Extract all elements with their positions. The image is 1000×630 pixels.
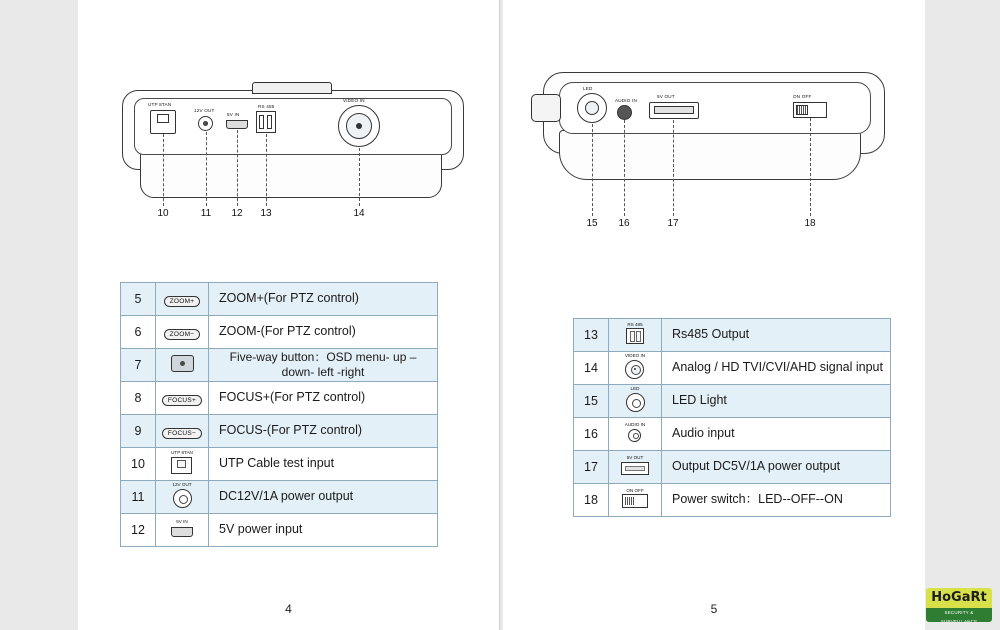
table-row — [121, 382, 438, 415]
port-rs485-screw-a — [259, 115, 264, 129]
dc-jack-shape — [173, 489, 192, 508]
label-on-off: ON OFF — [793, 94, 812, 99]
dc12v-out-port-icon — [156, 481, 209, 514]
icon-wrap — [622, 489, 648, 512]
usb-5v-out-port-icon — [609, 451, 662, 484]
audio-in-jack-icon — [609, 418, 662, 451]
label-video-in: VIDEO IN — [343, 98, 365, 103]
label-utp-8tan: UTP 8TAN — [148, 102, 172, 107]
leader-17 — [673, 120, 674, 216]
five-way-navigation-pad-icon — [156, 349, 209, 382]
leader-10 — [163, 134, 164, 206]
row-description: ZOOM-(For PTZ control) — [209, 316, 438, 349]
callout-17: 17 — [667, 218, 679, 229]
row-number: 13 — [574, 319, 609, 352]
row-number: 11 — [121, 481, 156, 514]
callout-18: 18 — [804, 218, 816, 229]
zoom-minus-button-icon — [156, 316, 209, 349]
utp-shape — [171, 457, 192, 474]
callout-13: 13 — [260, 208, 272, 219]
port-led-inner — [585, 101, 599, 115]
icon-caption: FOCUS− — [162, 428, 202, 439]
icon-wrap — [625, 354, 645, 382]
label-5v-out: 5V OUT — [657, 94, 675, 99]
icon-caption: 12V OUT — [172, 482, 192, 488]
icon-wrap — [626, 323, 644, 348]
row-description: Five-way button：OSD menu- up – down- left -right — [209, 349, 438, 382]
table-row — [121, 415, 438, 448]
brand-logo — [926, 588, 992, 622]
table-controls-5-12 — [120, 282, 438, 547]
page-number-left: 4 — [285, 602, 292, 616]
device-side-block — [531, 94, 561, 122]
micro-usb-shape — [171, 527, 193, 537]
device-shell-base — [559, 130, 861, 180]
table-row — [574, 352, 891, 385]
label-audio-in: AUDIO IN — [615, 98, 638, 103]
device-panel-face — [134, 98, 452, 155]
row-number: 18 — [574, 484, 609, 517]
icon-caption: 5V OUT — [626, 455, 644, 461]
logo-tagline: SECURITY & SURVEILLANCE — [926, 608, 992, 622]
leader-11 — [206, 132, 207, 206]
row-description: DC12V/1A power output — [209, 481, 438, 514]
icon-caption: ZOOM− — [164, 329, 201, 340]
icon-wrap — [171, 520, 193, 540]
icon-wrap — [171, 451, 193, 477]
callout-10: 10 — [157, 208, 169, 219]
logo-brand-text: HoGaRt — [931, 590, 987, 605]
page-right — [503, 0, 925, 630]
table-row — [574, 319, 891, 352]
table-row — [121, 349, 438, 382]
power-switch-lever — [796, 105, 808, 115]
port-rs485-screw-b — [267, 115, 272, 129]
row-number: 14 — [574, 352, 609, 385]
row-description: Output DC5V/1A power output — [662, 451, 891, 484]
table-row — [121, 481, 438, 514]
led-light-icon — [609, 385, 662, 418]
label-5v-in: 5V IN — [227, 112, 240, 117]
micro-usb-5v-in-port-icon — [156, 514, 209, 547]
table-ports-13-18 — [573, 318, 891, 517]
icon-caption: UTP 8TAN — [171, 450, 193, 456]
row-description: LED Light — [662, 385, 891, 418]
callout-14: 14 — [353, 208, 365, 219]
leader-18 — [810, 118, 811, 216]
icon-caption: 5V IN — [176, 519, 188, 525]
icon-caption: ZOOM+ — [164, 296, 201, 307]
callout-12: 12 — [231, 208, 243, 219]
icon-caption: RS 485 — [627, 321, 643, 327]
row-description: Analog / HD TVI/CVI/AHD signal input — [662, 352, 891, 385]
row-description: Rs485 Output — [662, 319, 891, 352]
utp-cable-port-icon — [156, 448, 209, 481]
leader-14 — [359, 148, 360, 206]
table-row — [574, 451, 891, 484]
row-number: 15 — [574, 385, 609, 418]
device-top-tab — [252, 82, 332, 94]
callout-11: 11 — [200, 208, 212, 219]
audio-jack-shape — [628, 429, 641, 442]
callout-15: 15 — [586, 218, 598, 229]
row-number: 5 — [121, 283, 156, 316]
row-number: 16 — [574, 418, 609, 451]
row-number: 7 — [121, 349, 156, 382]
row-description: UTP Cable test input — [209, 448, 438, 481]
table-row — [121, 448, 438, 481]
table-row — [121, 514, 438, 547]
port-utp-keyway — [157, 114, 169, 123]
row-number: 9 — [121, 415, 156, 448]
zoom-plus-button-icon — [156, 283, 209, 316]
port-audio-in — [617, 105, 632, 120]
callout-16: 16 — [618, 218, 630, 229]
row-description: 5V power input — [209, 514, 438, 547]
leader-15 — [592, 124, 593, 216]
port-usb-insert — [654, 106, 694, 114]
led-shape — [626, 393, 645, 412]
icon-caption: FOCUS+ — [162, 395, 202, 406]
usb-shape — [621, 462, 649, 475]
row-number: 12 — [121, 514, 156, 547]
nav-pad-shape — [171, 355, 194, 372]
leader-13 — [266, 134, 267, 206]
power-switch-icon — [609, 484, 662, 517]
row-number: 6 — [121, 316, 156, 349]
icon-caption: AUDIO IN — [624, 422, 646, 428]
rs485-shape — [626, 328, 644, 344]
leader-16 — [624, 120, 625, 216]
icon-wrap — [625, 423, 645, 445]
table-row — [121, 316, 438, 349]
figure-top-panel-ports — [523, 52, 903, 252]
bnc-video-in-port-icon — [609, 352, 662, 385]
port-bnc-center-pin — [356, 123, 362, 129]
row-number: 10 — [121, 448, 156, 481]
row-number: 17 — [574, 451, 609, 484]
icon-caption: LED — [630, 386, 640, 392]
row-description: Audio input — [662, 418, 891, 451]
figure-bottom-panel-ports — [100, 60, 480, 240]
label-12v-out: 12V OUT — [194, 108, 215, 113]
table-row — [574, 385, 891, 418]
page-left — [78, 0, 500, 630]
row-description: Power switch：LED--OFF--ON — [662, 484, 891, 517]
switch-shape — [622, 494, 648, 508]
row-description: FOCUS+(For PTZ control) — [209, 382, 438, 415]
port-dc12v-out-pin — [203, 121, 208, 126]
page-number-right: 5 — [710, 602, 718, 616]
rs485-terminal-icon — [609, 319, 662, 352]
port-micro-usb-5v-in — [226, 120, 248, 129]
table-row — [574, 484, 891, 517]
icon-wrap — [621, 456, 649, 478]
bnc-shape — [625, 360, 644, 379]
icon-wrap — [626, 387, 645, 415]
icon-caption: ON OFF — [626, 487, 644, 493]
label-rs485: RS 485 — [258, 104, 275, 109]
row-description: FOCUS-(For PTZ control) — [209, 415, 438, 448]
row-description: ZOOM+(For PTZ control) — [209, 283, 438, 316]
label-led: LED — [583, 86, 593, 91]
icon-wrap — [172, 483, 191, 511]
row-number: 8 — [121, 382, 156, 415]
focus-minus-button-icon — [156, 415, 209, 448]
table-row — [574, 418, 891, 451]
table-row — [121, 283, 438, 316]
leader-12 — [237, 130, 238, 206]
icon-caption: VIDEO IN — [624, 353, 646, 359]
focus-plus-button-icon — [156, 382, 209, 415]
